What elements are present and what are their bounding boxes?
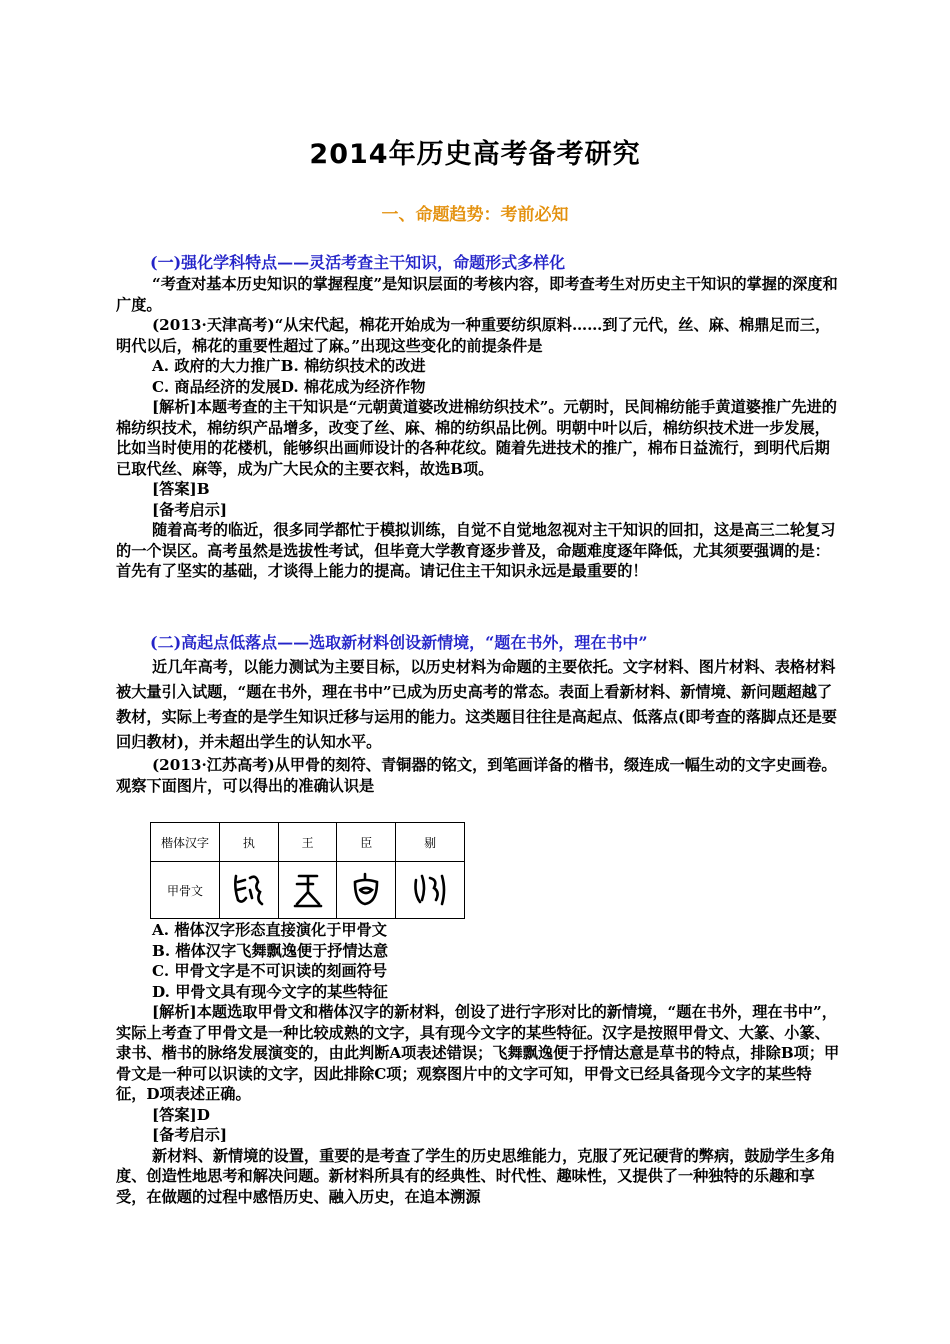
oracle-ti-icon xyxy=(410,870,450,910)
oracle-chen-icon xyxy=(349,870,383,910)
part1-question: (2013·天津高考)“从宋代起，棉花开始成为一种重要纺织原料……到了元代，丝、麻、棉鼎足而三，明代以后，棉花的重要性超过了麻。”出现这些变化的前提条件是 xyxy=(116,316,831,355)
part2-tip-label: [备考启示] xyxy=(152,1126,228,1144)
part1-option-cd: C. 商品经济的发展D. 棉花成为经济作物 xyxy=(152,377,426,396)
part2-intro: 近几年高考，以能力测试为主要目标，以历史材料为命题的主要依托。文字材料、图片材料、表格材料被大量引入试题，“题在书外，理在书中”已成为历史高考的常态。表面上看新材料、新情境、新问题超越了教材，实际上考查的是学生知识迁移与运用的能力。这类题目往往是高起点、低落点(即考查的落脚点还是要回归教材)，并未超出学生的认知水平。 xyxy=(116,658,837,751)
table-row xyxy=(151,862,465,919)
oracle-glyph-chen xyxy=(337,862,396,919)
part2-question: (2013·江苏高考)从甲骨的刻符、青铜器的铭文，到笔画详备的楷书，缀连成一幅生动的文字史画卷。观察下面图片，可以得出的准确认识是 xyxy=(116,756,837,795)
oracle-glyph-ti xyxy=(396,862,465,919)
part1-answer: [答案]B xyxy=(152,480,210,498)
kaishu-char-3: 臣 xyxy=(337,823,396,862)
kaishu-char-4: 剔 xyxy=(396,823,465,862)
part2-tip: 新材料、新情境的设置，重要的是考查了学生的历史思维能力，克服了死记硬背的弊病，鼓励学生多角度、创造性地思考和解决问题。新材料所具有的经典性、时代性、趣味性，又提供了一种独特的乐趣和享受，在做题的过程中感悟历史、融入历史，在追本溯源 xyxy=(116,1146,836,1206)
oracle-glyph-wang xyxy=(278,862,337,919)
subsection-heading-2: (二)高起点低落点——选取新材料创设新情境，“题在书外，理在书中” xyxy=(150,633,648,652)
table-row xyxy=(151,823,465,862)
part2-body xyxy=(116,920,840,1207)
oracle-wang-icon xyxy=(291,870,325,910)
part1-analysis: [解析]本题考查的主干知识是“元朝黄道婆改进棉纺织技术”。元朝时，民间棉纺能手黄道婆推广先进的棉纺织技术，棉纺织产品增多，改变了丝、麻、棉的纺织品比例。明朝中叶以后，棉纺织技术进一步发展，比如当时使用的花楼机，能够织出画师设计的各种花纹。随着先进技术的推广，棉布日益流行，到明代后期已取代丝、麻等，成为广大民众的主要衣料，故选B项。 xyxy=(116,398,837,478)
subsection-heading-1: (一)强化学科特点——灵活考查主干知识，命题形式多样化 xyxy=(150,253,566,272)
part1-option-ab: A. 政府的大力推广B. 棉纺织技术的改进 xyxy=(152,357,426,375)
page-title: 2014年历史高考备考研究 xyxy=(309,139,641,170)
part2-option-a: A. 楷体汉字形态直接演化于甲骨文 xyxy=(152,921,387,939)
part2-intro-block xyxy=(116,655,840,796)
section-heading: 一、命题趋势：考前必知 xyxy=(381,205,569,225)
part1-tip: 随着高考的临近，很多同学都忙于模拟训练，自觉不自觉地忽视对主干知识的回扣，这是高三二轮复习的一个误区。高考虽然是选拔性考试，但毕竟大学教育逐步普及，命题难度逐年降低，尤其须要强调的是：首先有了坚实的基础，才谈得上能力的提高。请记住主干知识永远是最重要的！ xyxy=(116,521,836,580)
part2-option-c: C. 甲骨文字是不可识读的刻画符号 xyxy=(152,962,388,980)
kaishu-char-1: 执 xyxy=(220,823,279,862)
oracle-zhi-icon xyxy=(232,870,266,910)
character-comparison-table xyxy=(150,822,465,919)
row-label-kaishu: 楷体汉字 xyxy=(151,823,220,862)
part1-tip-label: [备考启示] xyxy=(152,500,228,519)
oracle-glyph-zhi xyxy=(220,862,279,919)
kaishu-char-2: 王 xyxy=(278,823,337,862)
part2-analysis: [解析]本题选取甲骨文和楷体汉字的新材料，创设了进行字形对比的新情境，“题在书外，理在书中”，实际上考查了甲骨文是一种比较成熟的文字，具有现今文字的某些特征。汉字是按照甲骨文、大篆、小篆、隶书、楷书的脉络发展演变的，由此判断A项表述错误；飞舞飘逸便于抒情达意是草书的特点，排除B项；甲骨文是一种可以识读的文字，因此排除C项；观察图片中的文字可知，甲骨文已经具备现今文字的某些特征，D项表述正确。 xyxy=(116,1003,840,1103)
part1-intro: “考查对基本历史知识的掌握程度”是知识层面的考核内容，即考查考生对历史主干知识的掌握的深度和广度。 xyxy=(116,275,838,314)
part2-option-d: D. 甲骨文具有现今文字的某些特征 xyxy=(152,982,388,1001)
part1-body xyxy=(116,274,840,582)
part2-answer: [答案]D xyxy=(152,1105,210,1124)
part2-option-b: B. 楷体汉字飞舞飘逸便于抒情达意 xyxy=(152,941,389,960)
row-label-jiaguwen: 甲骨文 xyxy=(151,862,220,919)
